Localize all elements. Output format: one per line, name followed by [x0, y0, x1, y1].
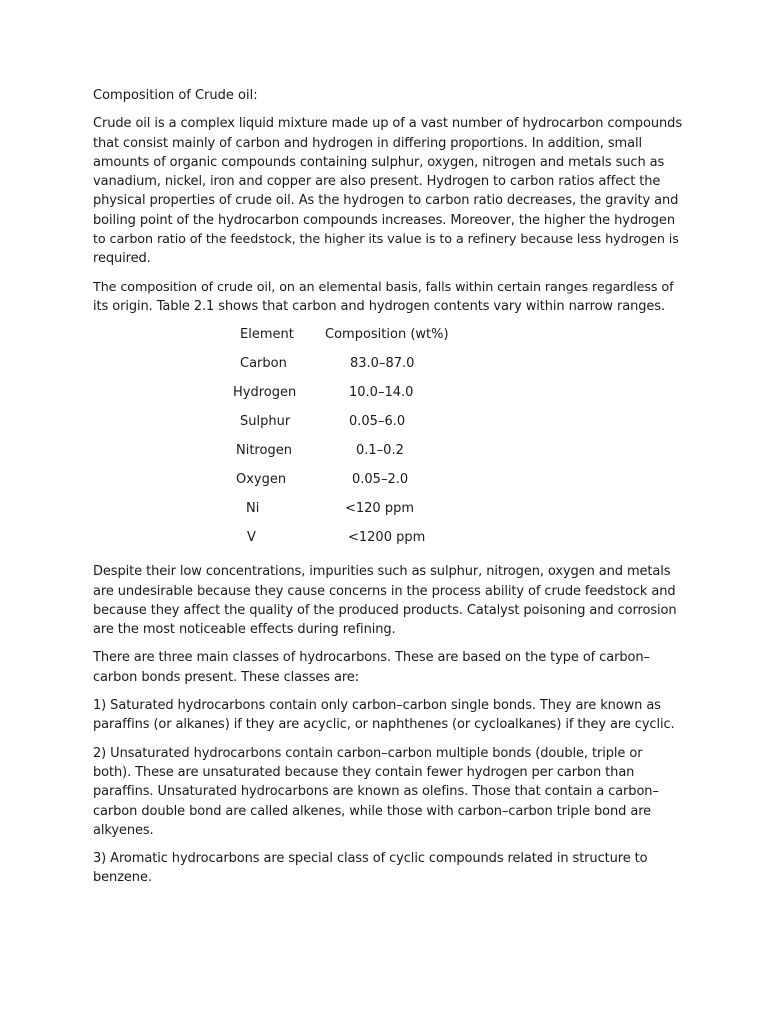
table-header-element: Element: [240, 327, 294, 343]
text-line: Despite their low concentrations, impurities such as sulphur, nitrogen, oxygen and metals: [93, 564, 671, 580]
text-line: 1) Saturated hydrocarbons contain only carbon–carbon single bonds. They are known as: [93, 698, 661, 714]
table-cell-element: Ni: [246, 501, 260, 517]
text-line: both). These are unsaturated because they contain fewer hydrogen per carbon than: [93, 764, 635, 780]
document-heading: Composition of Crude oil:: [93, 88, 258, 103]
paragraph-impurities: [93, 562, 683, 639]
table-cell-element: Carbon: [240, 356, 287, 372]
table-cell-value: 83.0–87.0: [350, 356, 415, 372]
table-cell-element: Oxygen: [236, 472, 287, 488]
paragraph-unsaturated: [93, 744, 683, 840]
composition-table: [93, 325, 683, 557]
table-header-composition: Composition (wt%): [325, 327, 449, 343]
text-line: 3) Aromatic hydrocarbons are special class of cyclic compounds related in structure to: [93, 851, 648, 867]
document-page: [93, 86, 683, 897]
paragraph-saturated: [93, 696, 683, 735]
table-cell-element: Hydrogen: [233, 385, 297, 401]
table-cell-element: V: [247, 530, 256, 546]
text-line: required.: [93, 251, 151, 267]
text-line: Crude oil is a complex liquid mixture made up of a vast number of hydrocarbon compounds: [93, 116, 682, 132]
table-cell-value: 0.05–6.0: [349, 414, 406, 430]
table-cell-element: Sulphur: [240, 414, 291, 430]
text-line: vanadium, nickel, iron and copper are also present. Hydrogen to carbon ratios affect the: [93, 174, 661, 190]
text-line: that consist mainly of carbon and hydrogen in differing proportions. In addition, small: [93, 135, 642, 151]
paragraph-intro: [93, 114, 683, 268]
table-cell-value: 0.1–0.2: [356, 443, 404, 459]
text-line: are the most noticeable effects during refining.: [93, 622, 396, 638]
text-line: The composition of crude oil, on an elemental basis, falls within certain ranges regardless of: [93, 279, 674, 295]
text-line: carbon bonds present. These classes are:: [93, 669, 359, 685]
paragraph-aromatic: [93, 849, 683, 888]
text-line: paraffins (or alkanes) if they are acyclic, or naphthenes (or cycloalkanes) if they are cyclic.: [93, 717, 675, 733]
table-cell-value: <1200 ppm: [348, 530, 426, 546]
paragraph-elemental-basis: [93, 278, 683, 317]
paragraph-hydrocarbon-classes: [93, 648, 683, 687]
text-line: because they affect the quality of the produced products. Catalyst poisoning and corrosion: [93, 602, 677, 618]
table-cell-value: 10.0–14.0: [349, 385, 414, 401]
text-line: alkyenes.: [93, 822, 154, 838]
text-line: its origin. Table 2.1 shows that carbon and hydrogen contents vary within narrow ranges.: [93, 298, 666, 314]
text-line: 2) Unsaturated hydrocarbons contain carbon–carbon multiple bonds (double, triple or: [93, 745, 643, 761]
table-cell-value: 0.05–2.0: [352, 472, 409, 488]
text-line: carbon double bond are called alkenes, while those with carbon–carbon triple bond are: [93, 803, 652, 819]
table-cell-element: Nitrogen: [236, 443, 292, 459]
text-line: paraffins. Unsaturated hydrocarbons are known as olefins. Those that contain a carbon–: [93, 784, 659, 800]
text-line: benzene.: [93, 870, 152, 886]
text-line: physical properties of crude oil. As the hydrogen to carbon ratio decreases, the gravity and: [93, 193, 679, 209]
text-line: to carbon ratio of the feedstock, the higher its value is to a refinery because less hydrogen is: [93, 232, 679, 248]
text-line: amounts of organic compounds containing sulphur, oxygen, nitrogen and metals such as: [93, 154, 665, 170]
text-line: boiling point of the hydrocarbon compounds increases. Moreover, the higher the hydrogen: [93, 212, 675, 228]
text-line: There are three main classes of hydrocarbons. These are based on the type of carbon–: [93, 650, 650, 666]
text-line: are undesirable because they cause concerns in the process ability of crude feedstock and: [93, 583, 676, 599]
table-cell-value: <120 ppm: [345, 501, 415, 517]
